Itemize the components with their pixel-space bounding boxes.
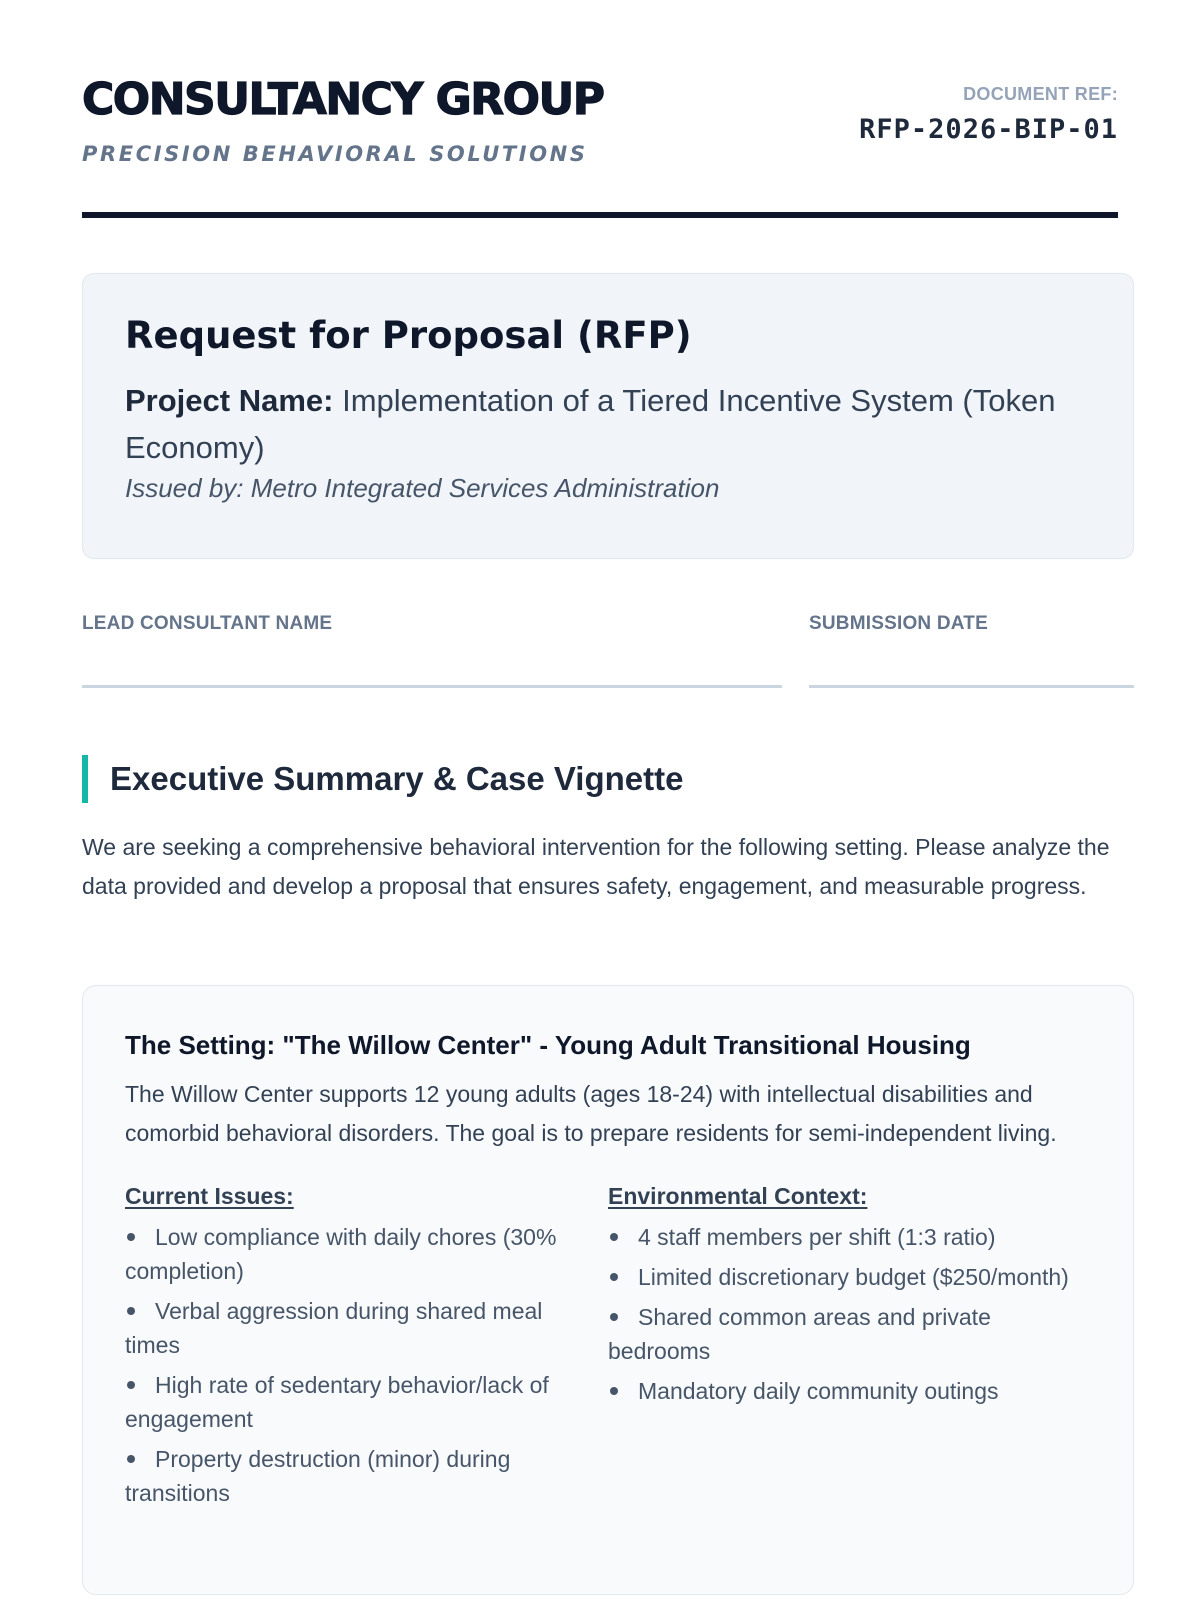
current-issues-list [125,1220,562,1510]
setting-title: The Setting: "The Willow Center" - Young Adult Transitional Housing [125,1030,971,1060]
list-item: Shared common areas and private bedrooms [608,1304,991,1364]
section-intro: We are seeking a comprehensive behavioral intervention for the following setting. Please analyze the data provided and develop a proposal that ensures safety, engagement, and measurable progress. [82,834,1110,899]
lead-consultant-input-line[interactable] [82,685,782,688]
bullet-icon [610,1313,618,1321]
section-accent-bar [82,755,88,803]
rfp-summary-box [82,273,1134,559]
current-issues-title: Current Issues: [125,1183,294,1209]
environmental-context-list [608,1220,1091,1408]
bullet-icon [127,1233,135,1241]
environmental-context-column [608,1183,1091,1516]
document-ref-label: DOCUMENT REF: [963,84,1118,104]
rfp-title: Request for Proposal (RFP) [125,314,692,357]
lead-consultant-field [82,613,782,688]
document-ref-value: RFP-2026-BIP-01 [859,114,1118,145]
project-name-value: Implementation of a Tiered Incentive System (Token Economy) [125,383,1056,465]
document-header [82,0,1118,220]
brand-name: CONSULTANCY GROUP [82,74,604,125]
section-heading [82,755,683,803]
list-item: High rate of sedentary behavior/lack of engagement [125,1372,549,1432]
section-title: Executive Summary & Case Vignette [110,760,684,797]
bullet-icon [127,1381,135,1389]
list-item: Verbal aggression during shared meal times [125,1298,543,1358]
environmental-context-title: Environmental Context: [608,1183,868,1209]
list-item: Mandatory daily community outings [608,1374,1091,1408]
bullet-icon [610,1387,618,1395]
list-item: Low compliance with daily chores (30% completion) [125,1224,557,1284]
bullet-icon [127,1307,135,1315]
submission-date-label: SUBMISSION DATE [809,613,988,634]
project-name [125,378,1091,471]
brand-tagline: PRECISION BEHAVIORAL SOLUTIONS [82,142,588,166]
list-item: Property destruction (minor) during transitions [125,1446,511,1506]
project-name-label: Project Name: [125,383,334,419]
bullet-icon [610,1233,618,1241]
list-item: 4 staff members per shift (1:3 ratio) [608,1220,1091,1254]
header-divider [82,212,1118,218]
submission-date-field [809,613,1134,688]
setting-columns [125,1183,1091,1516]
bullet-icon [610,1273,618,1281]
setting-card [82,985,1134,1595]
lead-consultant-label: LEAD CONSULTANT NAME [82,613,333,634]
setting-description: The Willow Center supports 12 young adults (ages 18-24) with intellectual disabilities and comorbid behavioral disorders. The goal is to prepare residents for semi-independent living. [125,1081,1057,1146]
issued-by: Issued by: Metro Integrated Services Administration [125,473,720,504]
bullet-icon [127,1455,135,1463]
list-item: Limited discretionary budget ($250/month) [608,1260,1091,1294]
current-issues-column [125,1183,608,1516]
submission-date-input-line[interactable] [809,685,1134,688]
